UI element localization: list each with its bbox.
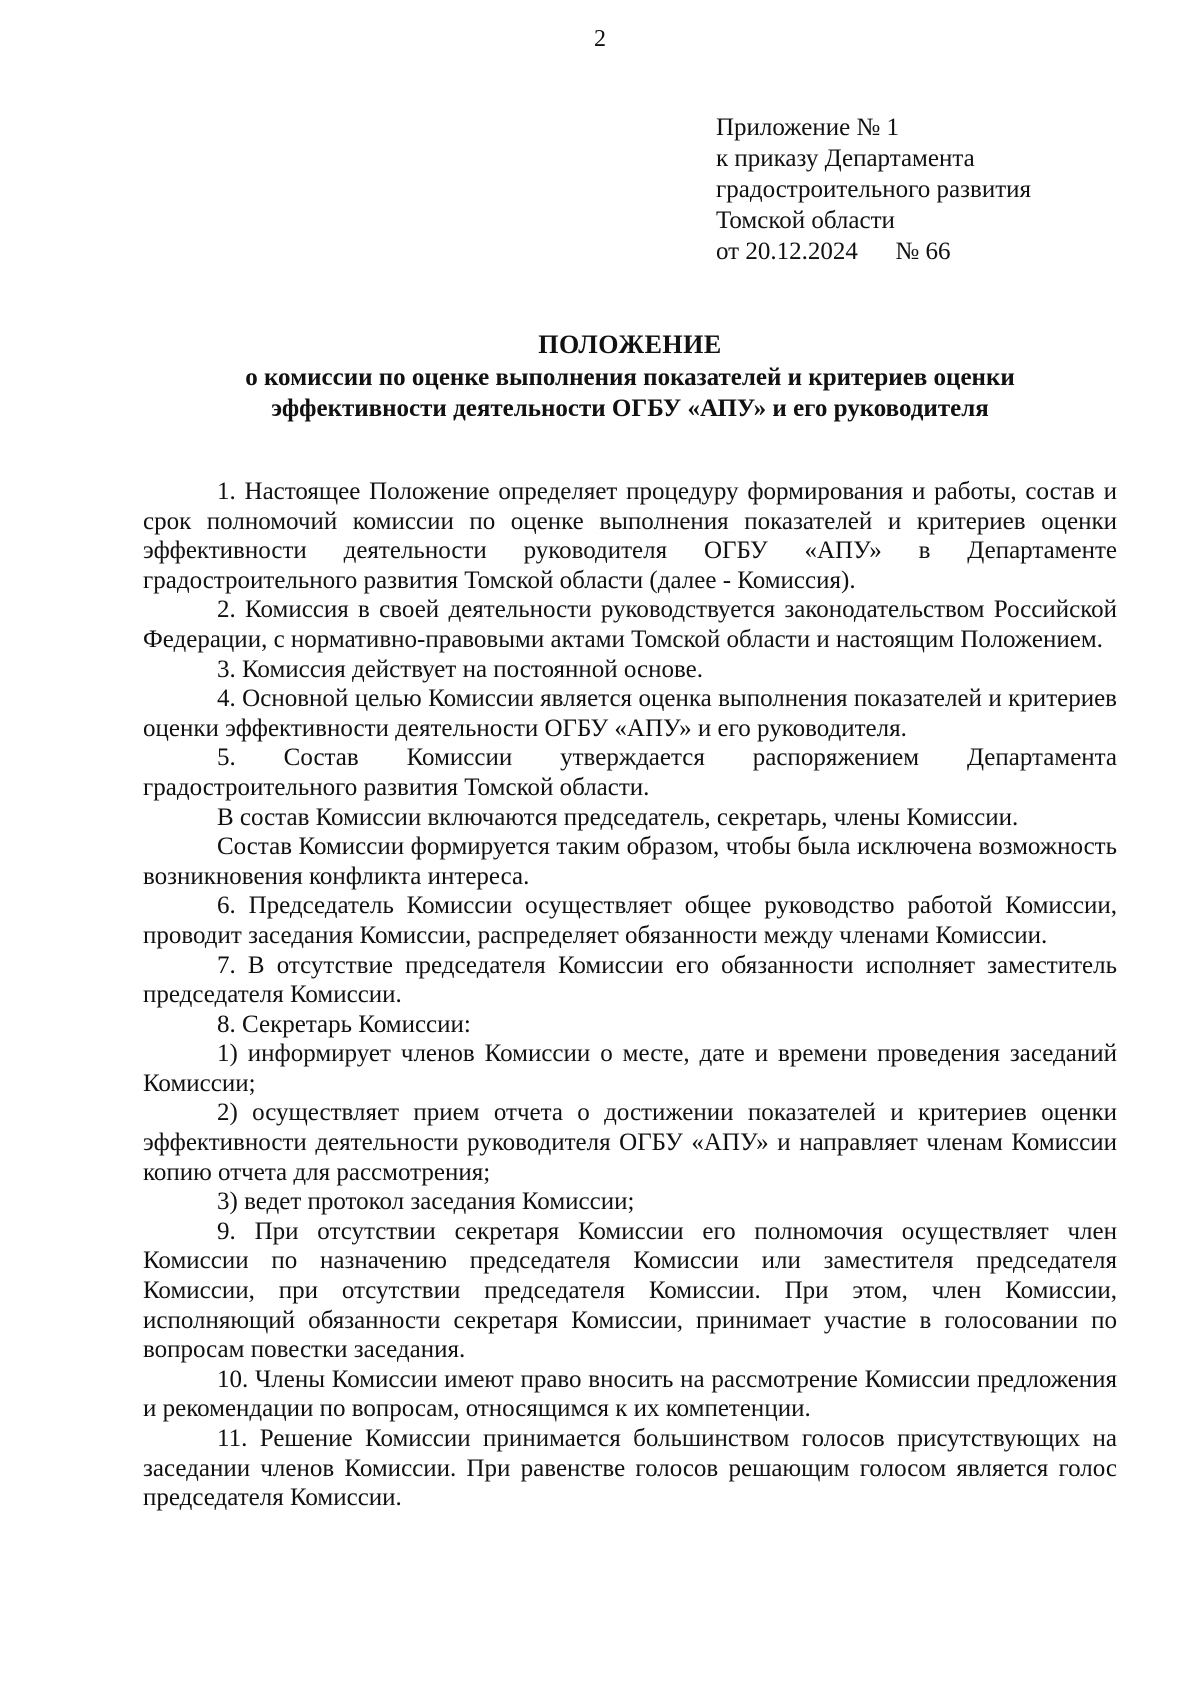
appendix-date-number: от 20.12.2024 № 66 [716,238,951,265]
paragraph: 7. В отсутствие председателя Комиссии его обязанности исполняет заместитель председателя Комиссии. [143,951,1117,1009]
paragraph: 2) осуществляет прием отчета о достижении показателей и критериев оценки эффективности деятельности руководителя ОГБУ «АПУ» и направляет членам Комиссии копию отчета для рассмотрения; [143,1099,1117,1186]
paragraph: 3. Комиссия действует на постоянной основе. [217,655,704,683]
paragraph: 11. Решение Комиссии принимается большинством голосов присутствующих на заседании членов Комиссии. При равенстве голосов решающим голосом является голос председателя Комиссии. [143,1425,1117,1512]
paragraph: 5. Состав Комиссии утверждается распоряжением Департамента градостроительного развития Томской области. [143,744,1117,801]
document-body [143,477,1117,1513]
paragraph: 1. Настоящее Положение определяет процедуру формирования и работы, состав и срок полномочий комиссии по оценке выполнения показателей и критериев оценки эффективности деятельности руководителя ОГБУ «АПУ» в Департаменте градостроительного развития Томской области (далее - Комиссия). [143,478,1117,594]
appendix-line: градостроительного развития [716,176,1032,203]
appendix-line: Приложение № 1 [716,114,900,141]
appendix-line: к приказу Департамента [716,145,975,172]
document-subtitle [143,362,1117,424]
subtitle-line: о комиссии по оценке выполнения показателей и критериев оценки [245,364,1015,391]
paragraph: 8. Секретарь Комиссии: [217,1010,471,1038]
paragraph: 6. Председатель Комиссии осуществляет общее руководство работой Комиссии, проводит заседания Комиссии, распределяет обязанности между членами Комиссии. [143,892,1117,949]
paragraph: 4. Основной целью Комиссии является оценка выполнения показателей и критериев оценки эффективности деятельности ОГБУ «АПУ» и его руководителя. [143,685,1117,742]
document-title: ПОЛОЖЕНИЕ [538,330,722,359]
document-title-block [143,328,1117,424]
paragraph: Состав Комиссии формируется таким образом, чтобы была исключена возможность возникновения конфликта интереса. [143,833,1117,890]
paragraph: 9. При отсутствии секретаря Комиссии его полномочия осуществляет член Комиссии по назначению председателя Комиссии или заместителя председателя Комиссии, при отсутствии председателя Комиссии. При этом, член Комиссии, исполняющий обязанности секретаря Комиссии, принимает участие в голосовании по вопросам повестки заседания. [143,1217,1117,1364]
appendix-line: Томской области [716,207,895,234]
paragraph: 1) информирует членов Комиссии о месте, дате и времени проведения заседаний Комиссии; [143,1040,1117,1097]
paragraph: 3) ведет протокол заседания Комиссии; [217,1188,635,1216]
paragraph: В состав Комиссии включаются председатель, секретарь, члены Комиссии. [217,803,1019,831]
page-number: 2 [594,26,606,52]
subtitle-line: эффективности деятельности ОГБУ «АПУ» и его руководителя [271,395,989,422]
appendix-block [716,112,1031,267]
paragraph: 2. Комиссия в своей деятельности руководствуется законодательством Российской Федерации, с нормативно-правовыми актами Томской области и настоящим Положением. [143,596,1117,653]
paragraph: 10. Члены Комиссии имеют право вносить на рассмотрение Комиссии предложения и рекомендации по вопросам, относящимся к их компетенции. [143,1365,1117,1423]
